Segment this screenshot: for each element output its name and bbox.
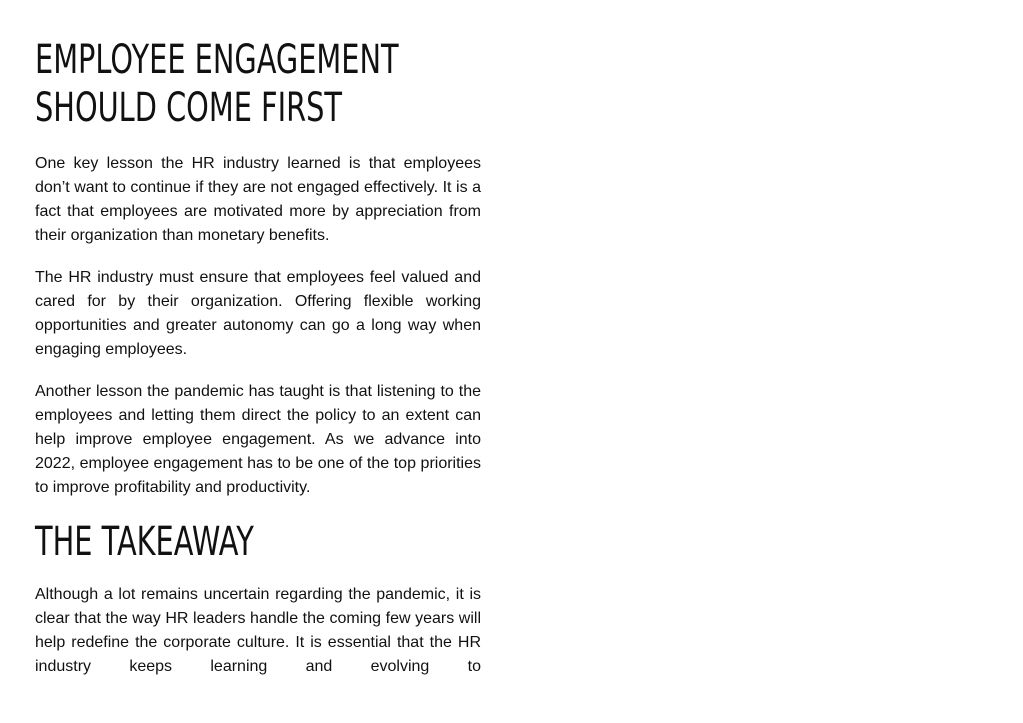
section-heading-takeaway: THE TAKEAWAY [35,519,254,565]
paragraph-3: Another lesson the pandemic has taught is that listening to the employees and letting them direct the policy to an extent can help improve employee engagement. As we advance into 2022, employee engagement has to be one of the top priorities to improve profitability and productivity. [35,383,481,496]
heading-line-1: EMPLOYEE ENGAGEMENT [35,37,399,83]
paragraph-2: The HR industry must ensure that employees feel valued and cared for by their organization. Offering flexible working opportunities and greater autonomy can go a long way when engaging employees. [35,269,481,358]
section-heading-employee-engagement [35,36,399,132]
article-column [35,36,481,679]
paragraph-1: One key lesson the HR industry learned is that employees don’t want to continue if they are not engaged effectively. It is a fact that employees are motivated more by appreciation from their organization than monetary benefits. [35,155,481,244]
paragraph-takeaway: Although a lot remains uncertain regarding the pandemic, it is clear that the way HR leaders handle the coming few years will help redefine the corporate culture. It is essential that the HR industry keeps learning and evolving to [35,586,481,675]
heading-line-2: SHOULD COME FIRST [35,85,342,131]
